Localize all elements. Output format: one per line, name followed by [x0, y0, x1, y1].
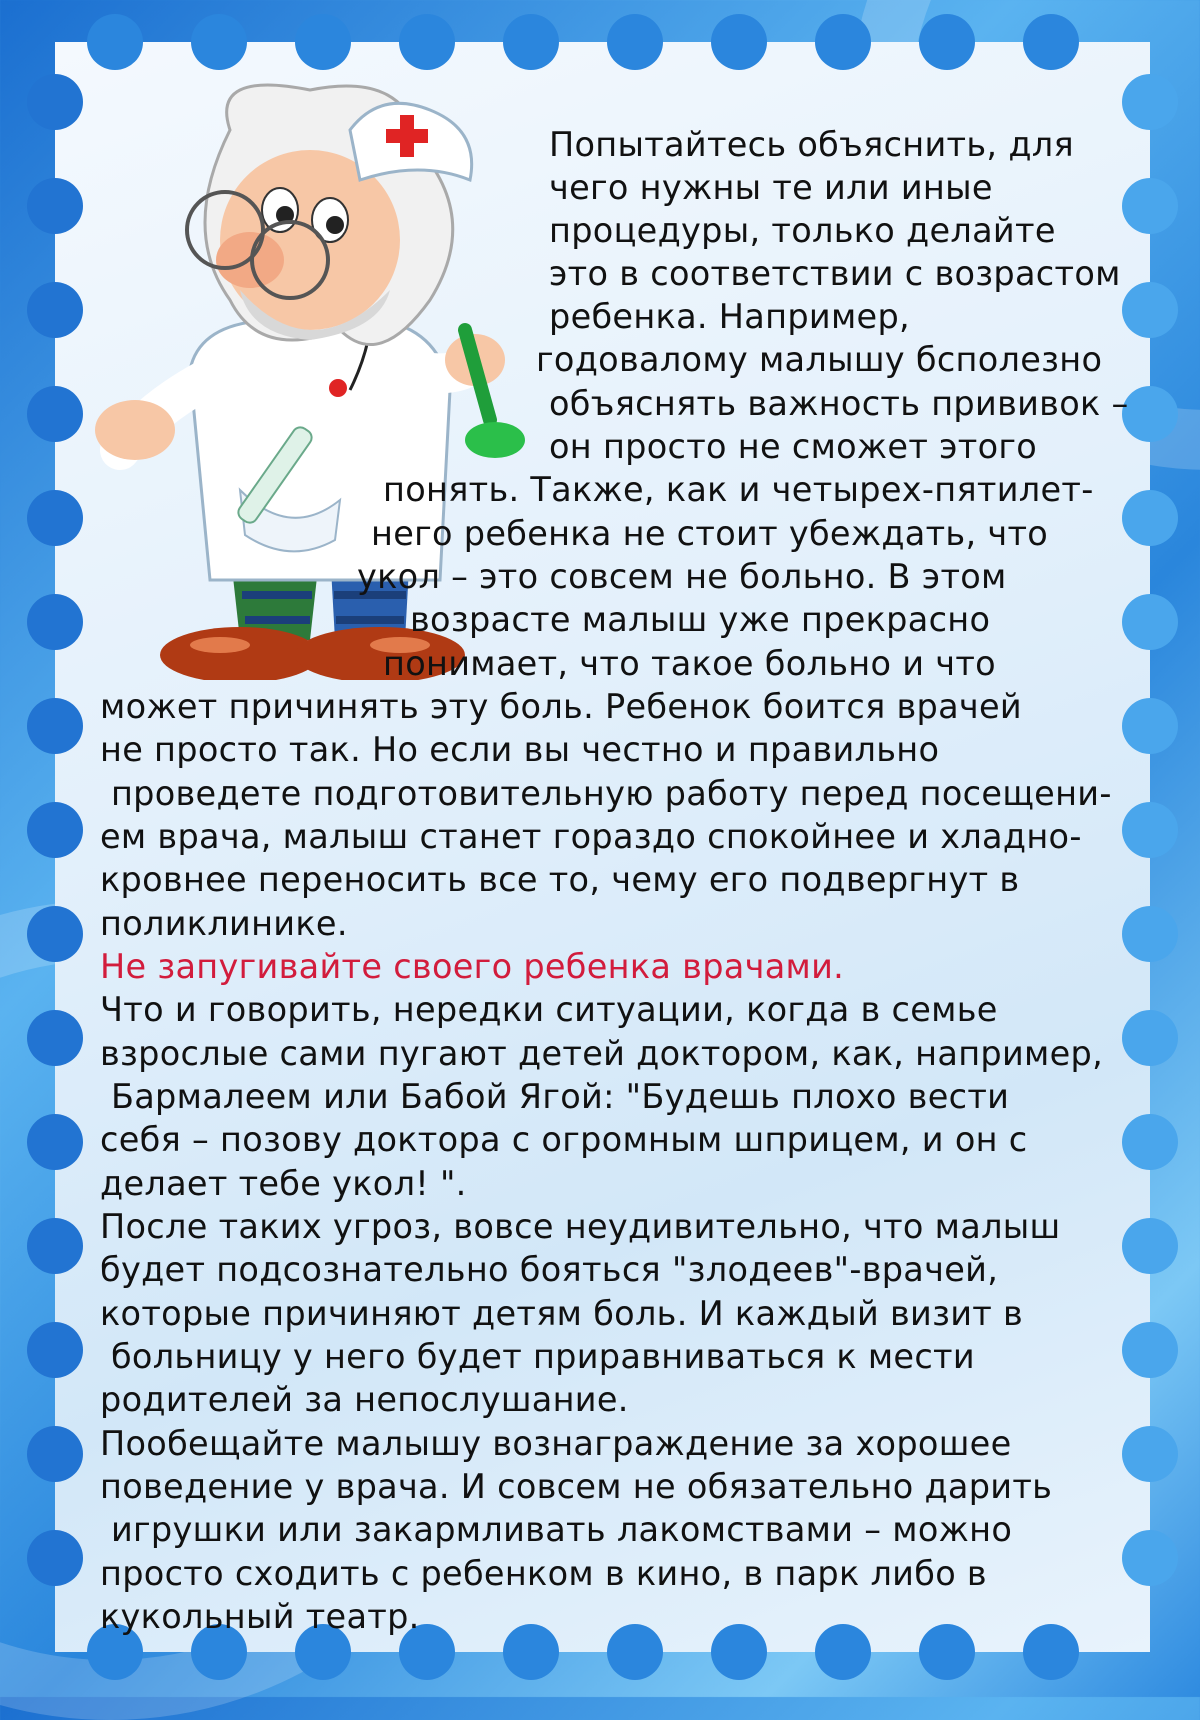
text-line: объяснять важность прививок –	[549, 384, 1129, 423]
text-line: будет подсознательно бояться "злодеев"-врачей,	[100, 1250, 999, 1289]
text-line: ем врача, малыш станет гораздо спокойнее и хладно-	[100, 817, 1082, 856]
text-line: не просто так. Но если вы честно и правильно	[100, 730, 940, 769]
text-line: игрушки или закармливать лакомствами – можно	[100, 1510, 1013, 1549]
text-line: взрослые сами пугают детей доктором, как, например,	[100, 1034, 1104, 1073]
text-line: ребенка. Например,	[549, 297, 910, 336]
text-line: просто сходить с ребенком в кино, в парк либо в	[100, 1554, 987, 1593]
text-line: кровнее переносить все то, чему его подвергнут в	[100, 860, 1020, 899]
text-line: Пообещайте малышу вознаграждение за хорошее	[100, 1424, 1012, 1463]
highlighted-heading: Не запугивайте своего ребенка врачами.	[100, 947, 845, 986]
text-line: возрасте малыш уже прекрасно	[410, 600, 991, 639]
text-line: себя – позову доктора с огромным шприцем, и он с	[100, 1120, 1028, 1159]
text-line: Попытайтесь объяснить, для	[549, 125, 1074, 164]
text-line: может причинять эту боль. Ребенок боится врачей	[100, 687, 1023, 726]
text-line: это в соответствии с возрастом	[549, 254, 1121, 293]
text-line: процедуры, только делайте	[549, 211, 1056, 250]
text-line: больницу у него будет приравниваться к мести	[100, 1337, 975, 1376]
text-line: него ребенка не стоит убеждать, что	[371, 514, 1049, 553]
text-line: поведение у врача. И совсем не обязательно дарить	[100, 1467, 1053, 1506]
text-line: чего нужны те или иные	[549, 168, 993, 207]
text-line: понять. Также, как и четырех-пятилет-	[383, 470, 1094, 509]
text-line: он просто не сможет этого	[549, 427, 1038, 466]
text-line: родителей за непослушание.	[100, 1380, 629, 1419]
text-line: Бармалеем или Бабой Ягой: "Будешь плохо вести	[100, 1077, 1010, 1116]
text-line: понимает, что такое больно и что	[383, 644, 996, 683]
text-line: делает тебе укол! ".	[100, 1164, 467, 1203]
text-line: годовалому малышу бсполезно	[536, 340, 1103, 379]
text-line: поликлинике.	[100, 904, 348, 943]
text-line: кукольный театр.	[100, 1597, 420, 1636]
text-line: После таких угроз, вовсе неудивительно, что малыш	[100, 1207, 1061, 1246]
text-line: проведете подготовительную работу перед посещени-	[100, 774, 1112, 813]
text-line: Что и говорить, нередки ситуации, когда в семье	[100, 990, 998, 1029]
text-line: которые причиняют детям боль. И каждый визит в	[100, 1294, 1024, 1333]
text-line: укол – это совсем не больно. В этом	[357, 557, 1007, 596]
